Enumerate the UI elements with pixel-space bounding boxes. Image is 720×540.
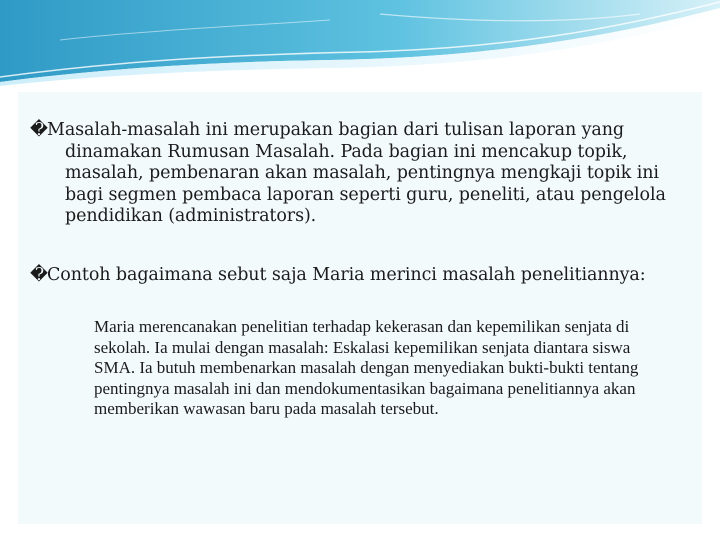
example-quote: Maria merencanakan penelitian terhadap kekerasan dan kepemilikan senjata di sekolah. Ia mulai dengan masalah: Eskalasi kepemilikan senjata diantara siswa SMA. Ia butuh membenarkan masalah dengan menyediakan bukti-bukti tentang pentingnya masalah ini dan mendokumentasikan bagaimana penelitiannya akan memberikan wawasan baru pada masalah tersebut. <box>94 317 639 418</box>
bullet-icon: � <box>30 265 48 285</box>
paragraph-text: Contoh bagaimana sebut saja Maria merinci masalah penelitiannya: <box>47 265 646 285</box>
paragraph-text: Masalah-masalah ini merupakan bagian dari tulisan laporan yang dinamakan Rumusan Masalah. Pada bagian ini mencakup topik, masalah, pembenaran akan masalah, pentingnya mengkaji topik ini bagi segmen pembaca laporan seperti guru, peneliti, atau pengelola pendidikan (administrators). <box>47 120 666 226</box>
bullet-paragraph-2 <box>30 265 670 287</box>
bullet-paragraph-1 <box>30 120 670 228</box>
header-wave-decoration <box>0 0 720 90</box>
bullet-icon: � <box>30 120 48 140</box>
